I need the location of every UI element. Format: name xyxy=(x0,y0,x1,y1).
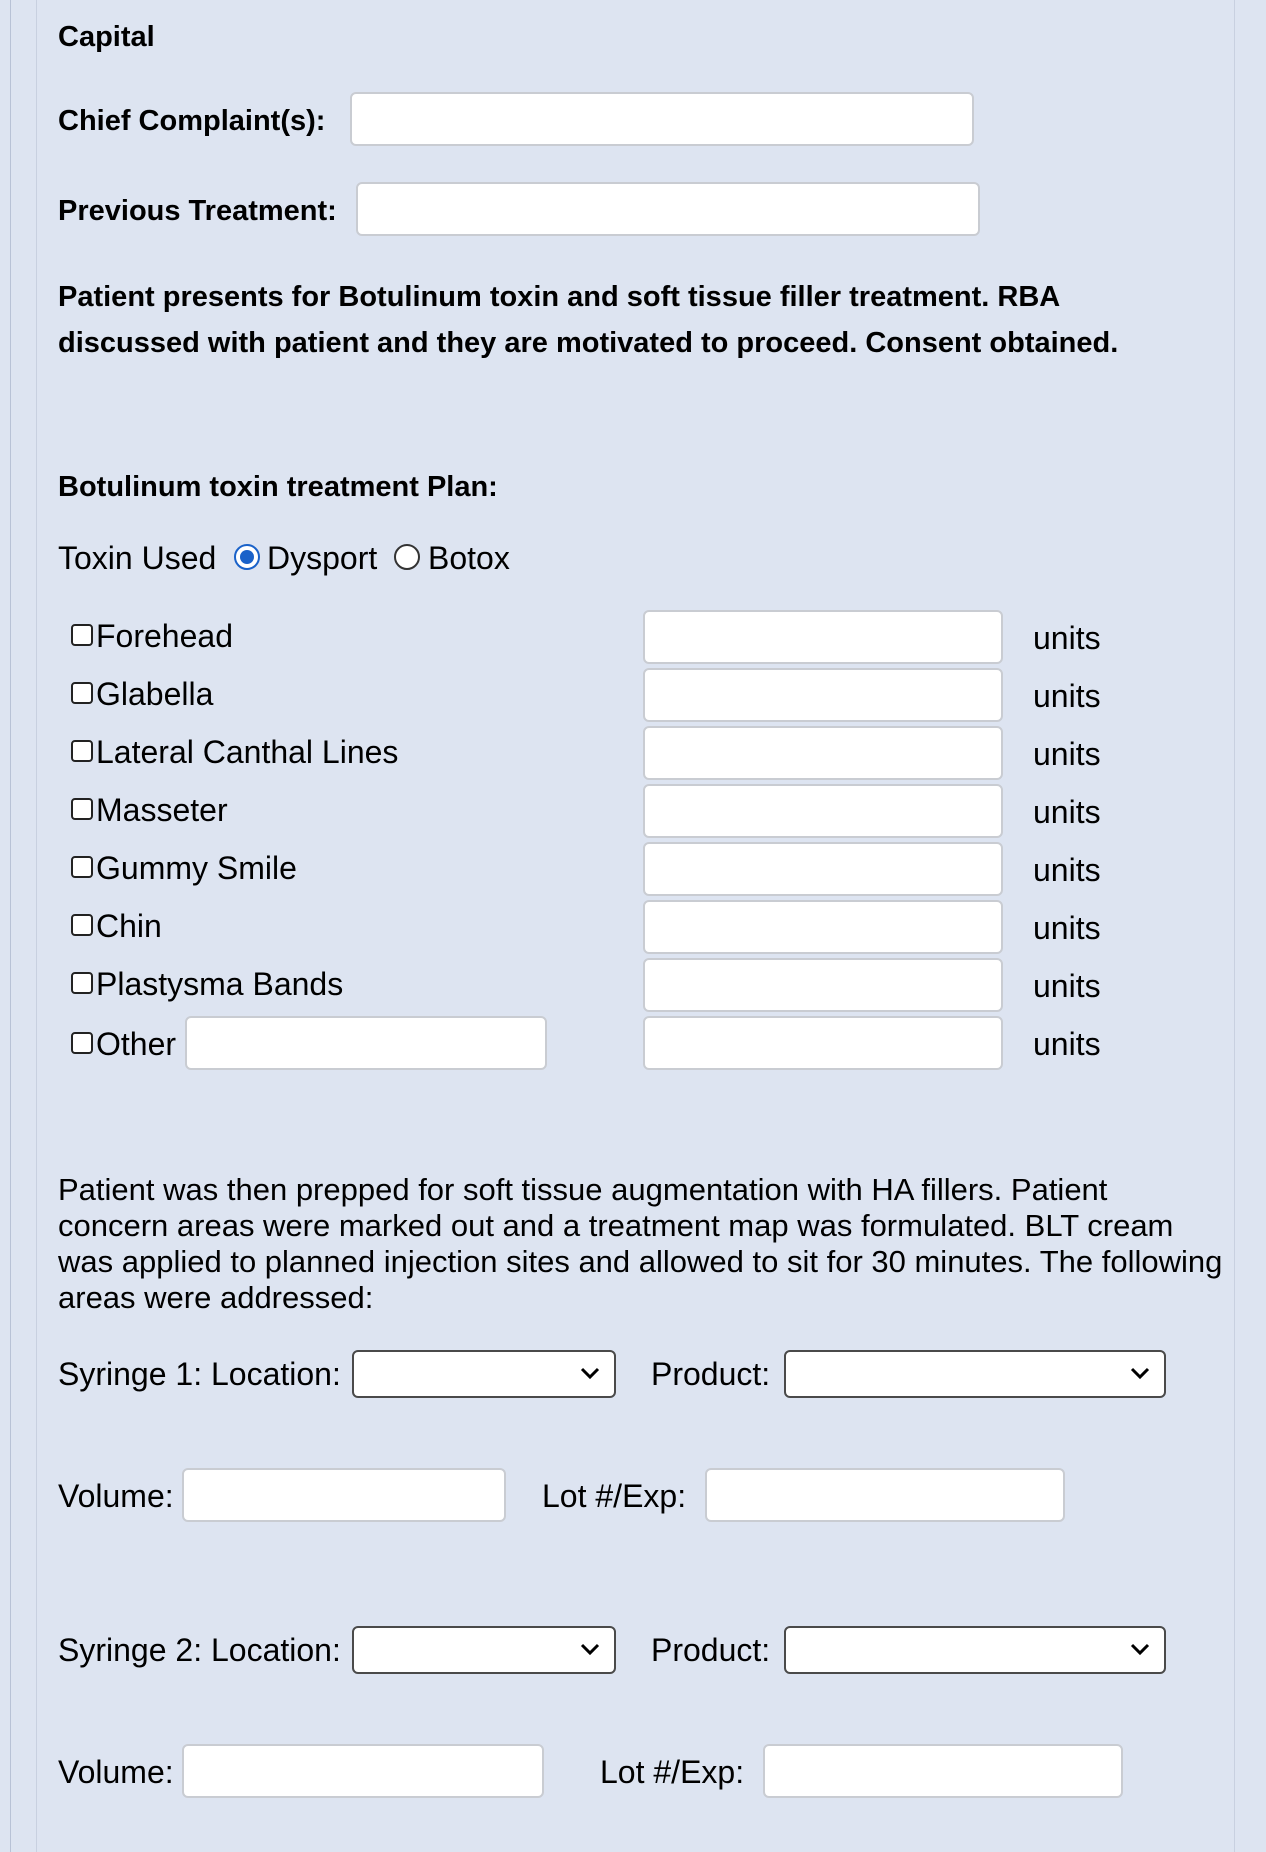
syringe-2-volume-input[interactable] xyxy=(182,1744,544,1798)
chevron-down-icon xyxy=(1128,1361,1152,1385)
capital-heading: Capital xyxy=(58,21,155,53)
other-area-input[interactable] xyxy=(185,1016,547,1070)
syringe-2-product-select[interactable] xyxy=(784,1626,1166,1674)
syringe-2-product-label: Product: xyxy=(651,1632,771,1668)
checkbox-forehead[interactable] xyxy=(71,624,93,646)
area-label-chin: Chin xyxy=(96,908,162,944)
radio-dysport-label: Dysport xyxy=(267,540,378,576)
radio-dysport[interactable] xyxy=(234,544,260,570)
area-label-glabella: Glabella xyxy=(96,676,214,712)
units-input-plastysma-bands[interactable] xyxy=(643,958,1003,1012)
area-label-other: Other xyxy=(96,1026,177,1062)
units-label-gummy-smile: units xyxy=(1033,852,1101,888)
syringe-1-lot-label: Lot #/Exp: xyxy=(542,1478,687,1514)
syringe-1-location-select[interactable] xyxy=(352,1350,616,1398)
chief-complaint-label: Chief Complaint(s): xyxy=(58,105,326,137)
botox-plan-heading: Botulinum toxin treatment Plan: xyxy=(58,471,498,503)
checkbox-lateral-canthal-lines[interactable] xyxy=(71,740,93,762)
frame-border-left xyxy=(10,0,11,1852)
radio-botox[interactable] xyxy=(394,544,420,570)
checkbox-plastysma-bands[interactable] xyxy=(71,972,93,994)
syringe-1-product-select[interactable] xyxy=(784,1350,1166,1398)
syringe-1-volume-label: Volume: xyxy=(58,1478,174,1514)
units-input-lateral-canthal-lines[interactable] xyxy=(643,726,1003,780)
units-input-masseter[interactable] xyxy=(643,784,1003,838)
units-label-other: units xyxy=(1033,1026,1101,1062)
units-input-gummy-smile[interactable] xyxy=(643,842,1003,896)
syringe-2-volume-label: Volume: xyxy=(58,1754,174,1790)
checkbox-glabella[interactable] xyxy=(71,682,93,704)
units-input-other[interactable] xyxy=(643,1016,1003,1070)
units-input-chin[interactable] xyxy=(643,900,1003,954)
units-label-masseter: units xyxy=(1033,794,1101,830)
area-label-gummy-smile: Gummy Smile xyxy=(96,850,297,886)
intro-paragraph: Patient presents for Botulinum toxin and soft tissue filler treatment. RBA discussed with patient and they are motivated to proceed. Consent obtained. xyxy=(58,281,1119,359)
units-label-glabella: units xyxy=(1033,678,1101,714)
frame-border-right xyxy=(1234,0,1235,1852)
checkbox-other[interactable] xyxy=(71,1032,93,1054)
toxin-used-label: Toxin Used xyxy=(58,540,217,576)
chevron-down-icon xyxy=(1128,1637,1152,1661)
checkbox-gummy-smile[interactable] xyxy=(71,856,93,878)
previous-treatment-input[interactable] xyxy=(356,182,980,236)
area-label-masseter: Masseter xyxy=(96,792,228,828)
area-label-lateral-canthal-lines: Lateral Canthal Lines xyxy=(96,734,399,770)
units-label-forehead: units xyxy=(1033,620,1101,656)
chevron-down-icon xyxy=(578,1637,602,1661)
syringe-2-location-select[interactable] xyxy=(352,1626,616,1674)
chief-complaint-input[interactable] xyxy=(350,92,974,146)
area-label-plastysma-bands: Plastysma Bands xyxy=(96,966,344,1002)
units-label-lateral-canthal-lines: units xyxy=(1033,736,1101,772)
syringe-2-location-label: Syringe 2: Location: xyxy=(58,1632,341,1668)
area-label-forehead: Forehead xyxy=(96,618,233,654)
previous-treatment-label: Previous Treatment: xyxy=(58,195,337,227)
checkbox-chin[interactable] xyxy=(71,914,93,936)
frame-border-inner xyxy=(36,0,37,1852)
radio-botox-label: Botox xyxy=(428,540,510,576)
filler-paragraph: Patient was then prepped for soft tissue augmentation with HA fillers. Patient concern areas were marked out and a treatment map was formulated. BLT cream was applied to planned injection sites and allowed to sit for 30 minutes. The following areas were addressed: xyxy=(58,1172,1223,1315)
units-input-forehead[interactable] xyxy=(643,610,1003,664)
units-label-chin: units xyxy=(1033,910,1101,946)
syringe-1-lot-input[interactable] xyxy=(705,1468,1065,1522)
syringe-2-lot-label: Lot #/Exp: xyxy=(600,1754,745,1790)
syringe-1-location-label: Syringe 1: Location: xyxy=(58,1356,341,1392)
syringe-1-product-label: Product: xyxy=(651,1356,771,1392)
units-input-glabella[interactable] xyxy=(643,668,1003,722)
chevron-down-icon xyxy=(578,1361,602,1385)
checkbox-masseter[interactable] xyxy=(71,798,93,820)
syringe-1-volume-input[interactable] xyxy=(182,1468,506,1522)
units-label-plastysma-bands: units xyxy=(1033,968,1101,1004)
syringe-2-lot-input[interactable] xyxy=(763,1744,1123,1798)
